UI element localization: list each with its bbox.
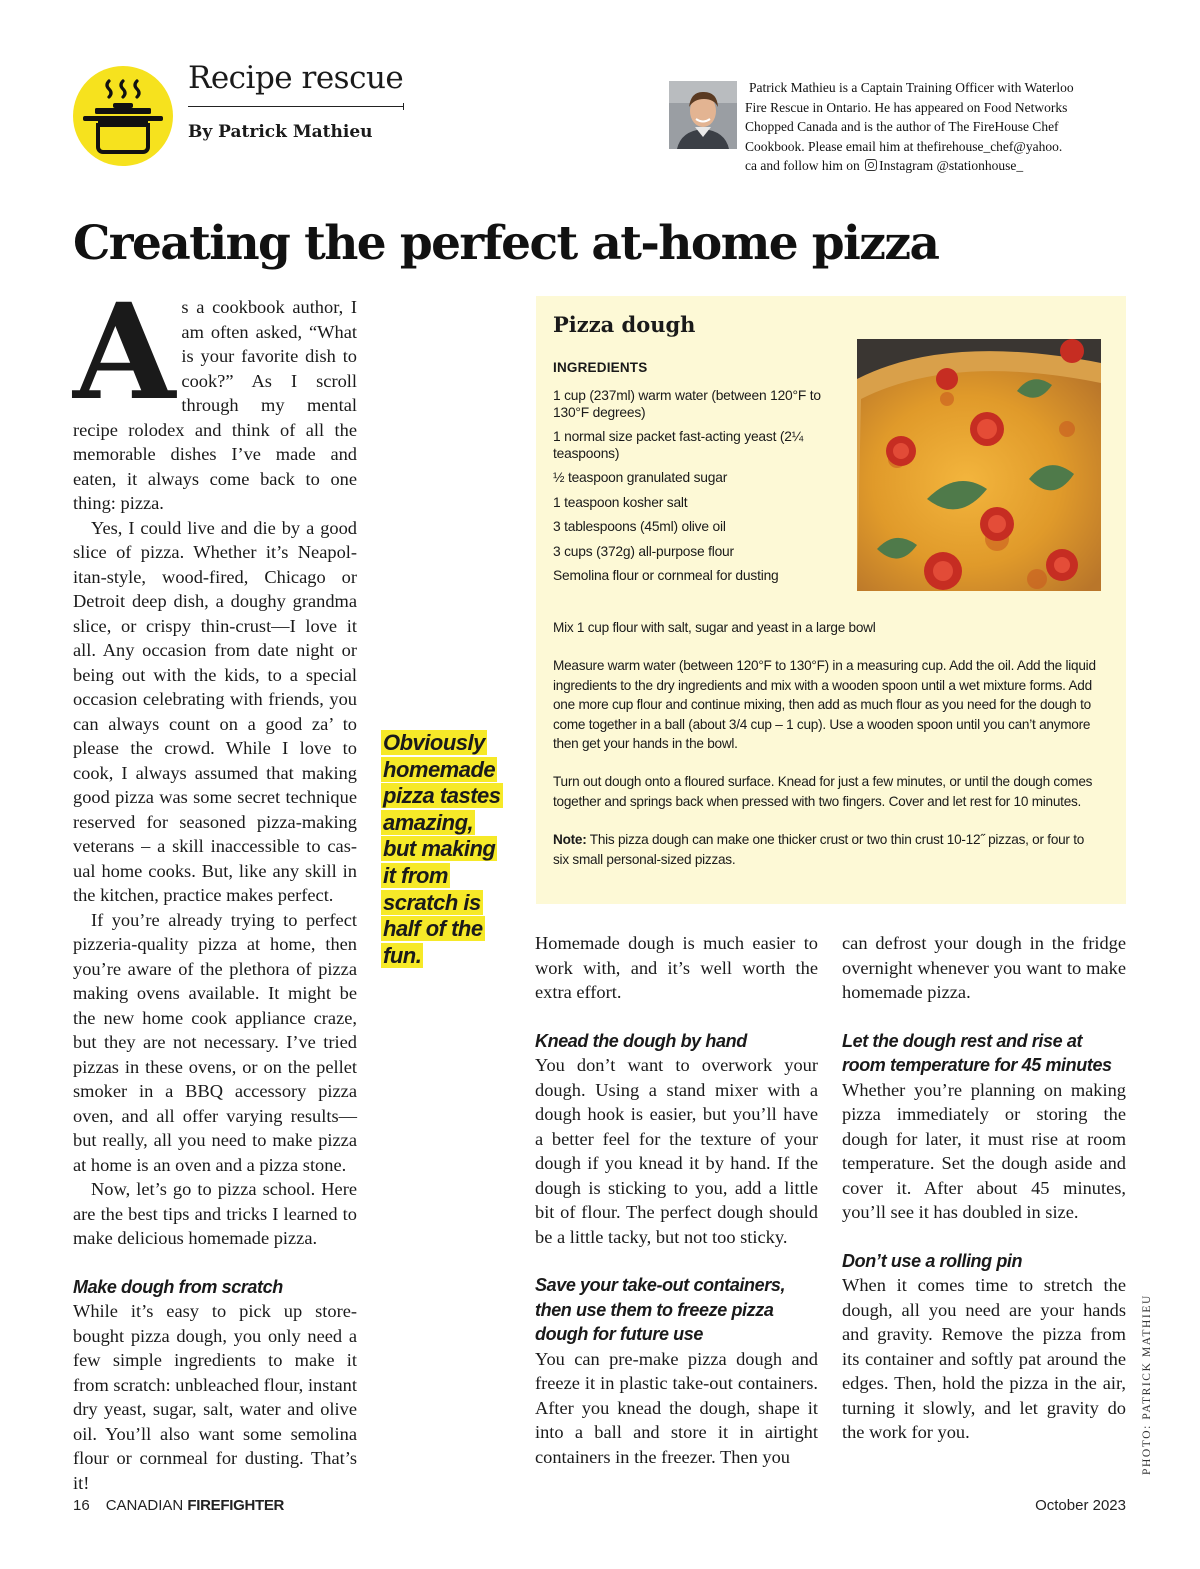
pull-quote-line: pizza tastes bbox=[383, 783, 501, 809]
section-logo bbox=[73, 66, 173, 166]
body-paragraph: You don’t want to overwork your dough. Using a stand mixer with a dough hook is easier, but you’ll have a better feel for the texture of your dough if you knead it by hand. If the dough is sticking to you, add a little bit of flour. The perfect dough should be a little tacky, but not too sticky. bbox=[535, 1055, 818, 1247]
pull-quote-line: amazing, bbox=[383, 809, 474, 835]
body-paragraph: Now, let’s go to pizza school. Here are the best tips and tricks I learned to make delicious homemade pizza. bbox=[73, 1179, 357, 1248]
subheading: Knead the dough by hand bbox=[535, 1030, 747, 1051]
subheading: Don’t use a rolling pin bbox=[842, 1250, 1023, 1271]
pull-quote-line: Obviously bbox=[383, 730, 485, 755]
pull-quote-line: scratch is bbox=[383, 889, 481, 915]
body-paragraph: Homemade dough is much easier to work with, and it’s well worth the extra effort. bbox=[535, 933, 818, 1002]
pizza-photo bbox=[857, 339, 1101, 591]
ingredient-item: 1 cup (237ml) warm water (between 120°F to 130°F degrees) bbox=[553, 388, 821, 420]
article-column-2 bbox=[535, 931, 818, 1469]
magazine-name-prefix: CANADIAN bbox=[105, 1497, 188, 1514]
article-column-1 bbox=[73, 275, 357, 1495]
author-bio-line bbox=[745, 156, 1127, 176]
page-footer bbox=[73, 1497, 284, 1514]
author-bio bbox=[745, 78, 1127, 176]
intro-paragraph bbox=[73, 275, 357, 516]
magazine-name-bold: FIREFIGHTER bbox=[187, 1497, 285, 1514]
note-text: This pizza dough can make one thicker crust or two thin crust 10-12˝ pizzas, or four to six small personal-sized pizzas. bbox=[553, 832, 1085, 867]
body-paragraph: If you’re already trying to perfect pizzeria-quality pizza at home, then you’re aware of the plethora of pizza making ovens available. It might be the new home cook appliance craze, but they are not necessary. I’ve tried pizzas in these ovens, or on the pellet smoker in a BBQ accessory pizza oven, and all offer varying results—but really, all you need to make pizza at home is an oven and a pizza stone. bbox=[73, 909, 357, 1175]
issue-date: October 2023 bbox=[1035, 1497, 1126, 1514]
ingredients-list bbox=[553, 388, 853, 593]
photo-credit: PHOTO: PATRICK MATHIEU bbox=[1141, 1294, 1153, 1475]
author-bio-line: Chopped Canada and is the author of The FireHouse Chef bbox=[745, 119, 1059, 134]
instagram-icon bbox=[865, 159, 877, 171]
author-bio-line: Fire Rescue in Ontario. He has appeared on Food Networks bbox=[745, 99, 1068, 115]
subheading: Let the dough rest and rise at room temperature for 45 minutes bbox=[842, 1030, 1112, 1075]
ingredient-item: 1 normal size packet fast-acting yeast (2¼ teaspoons) bbox=[553, 429, 804, 461]
intro-text: s a cookbook author, I am often asked, “What is your favorite dish to cook?” As I scroll through my mental recipe rolodex and think of all the memorable dishes I’ve made and eaten, it always come back to one thing: pizza. bbox=[73, 297, 357, 513]
body-paragraph: While it’s easy to pick up store-bought pizza dough, you only need a few simple ingredients to make it from scratch: unbleached flour, instant dry yeast, sugar, salt, water and olive oil. You’ll also want some semolina flour or cornmeal for dusting. That’s it! bbox=[73, 1301, 357, 1493]
pull-quote-line: half of the bbox=[383, 916, 483, 942]
recipe-step: Turn out dough onto a floured surface. Knead for just a few minutes, or until the dough comes together and springs back when pressed with two fingers. Cover and let rest for 10 minutes. bbox=[553, 774, 1093, 809]
subheading: Make dough from scratch bbox=[73, 1276, 283, 1297]
recipe-note bbox=[553, 830, 1103, 869]
ingredient-item: 3 tablespoons (45ml) olive oil bbox=[553, 519, 726, 534]
pull-quote-line: fun. bbox=[383, 942, 422, 968]
ingredients-heading: INGREDIENTS bbox=[553, 360, 648, 375]
author-bio-prefix: ca and follow him on bbox=[745, 158, 860, 173]
author-bio-line: Cookbook. Please email him at thefirehouse_chef@yahoo. bbox=[745, 138, 1063, 154]
section-title: Recipe rescue bbox=[188, 60, 404, 96]
recipe-box bbox=[536, 296, 1126, 904]
recipe-step: Measure warm water (between 120°F to 130°F) in a measuring cup. Add the oil. Add the liquid ingredients to the dry ingredients and mix with a wooden spoon until a wet mixture forms. Add one more cup flour and continue mixing, then add as much flour as you need for the dough to come together in a ball (about 3/4 cup – 1 cup). Use a wooden spoon until you can’t anymore then get your hands in the bowl. bbox=[553, 658, 1096, 752]
headline: Creating the perfect at-home pizza bbox=[73, 216, 939, 271]
byline: By Patrick Mathieu bbox=[188, 122, 373, 142]
body-paragraph: Whether you’re planning on making pizza immediately or storing the dough for later, it must rise at room temperature. Set the dough aside and cover it. After about 45 minutes, you’ll see it has doubled in size. bbox=[842, 1079, 1126, 1222]
body-paragraph: You can pre-make pizza dough and freeze it in plastic take-out containers. After you knead the dough, shape it into a ball and store it in airtight containers in the freezer. Then you bbox=[535, 1348, 818, 1467]
section-rule bbox=[188, 106, 404, 107]
ingredient-item: ½ teaspoon granulated sugar bbox=[553, 470, 728, 485]
body-paragraph: Yes, I could live and die by a good slice of pizza. Whether it’s Neapolitan-style, wood-fired, Chicago or Detroit deep dish, a doughy grandma slice, or crispy thin-crust—I love it all. Any occasion from date night or being out with the kids, to a special occasion celebrating with friends, you can always count on a good za’ to please the crowd. While I love to cook, I always assumed that making good pizza was some secret technique reserved for seasoned pizza-making veterans – a skill inaccessible to casual home cooks. But, like any skill in the kitchen, practice makes perfect. bbox=[73, 517, 357, 905]
recipe-step: Mix 1 cup flour with salt, sugar and yeast in a large bowl bbox=[553, 620, 876, 635]
ingredient-item: Semolina flour or cornmeal for dusting bbox=[553, 568, 779, 583]
pull-quote-line: it from bbox=[383, 862, 448, 888]
pull-quote bbox=[381, 730, 511, 969]
author-photo bbox=[669, 81, 737, 149]
recipe-title: Pizza dough bbox=[553, 312, 696, 337]
recipe-steps bbox=[553, 618, 1103, 888]
pull-quote-line: homemade bbox=[383, 756, 496, 782]
cooking-pot-icon bbox=[73, 66, 173, 166]
drop-cap: A bbox=[73, 275, 176, 430]
note-label: Note: bbox=[553, 832, 587, 848]
author-bio-line: Patrick Mathieu is a Captain Training Officer with Waterloo bbox=[749, 80, 1074, 95]
article-column-3 bbox=[842, 931, 1126, 1445]
pull-quote-line: but making bbox=[383, 836, 496, 862]
ingredient-item: 3 cups (372g) all-purpose flour bbox=[553, 543, 734, 559]
body-paragraph: can defrost your dough in the fridge overnight whenever you want to make homemade pizza. bbox=[842, 933, 1126, 1002]
page-number: 16 bbox=[73, 1497, 90, 1514]
ingredient-item: 1 teaspoon kosher salt bbox=[553, 494, 688, 510]
subheading: Save your take-out containers, then use them to freeze pizza dough for future use bbox=[535, 1275, 786, 1344]
body-paragraph: When it comes time to stretch the dough, all you need are your hands and gravity. Remove the pizza from its container and softly pat around the edges. Then, hold the pizza in the air, turning it slowly, and let gravity do the work for you. bbox=[842, 1275, 1126, 1442]
instagram-handle: Instagram @stationhouse_ bbox=[879, 158, 1024, 173]
